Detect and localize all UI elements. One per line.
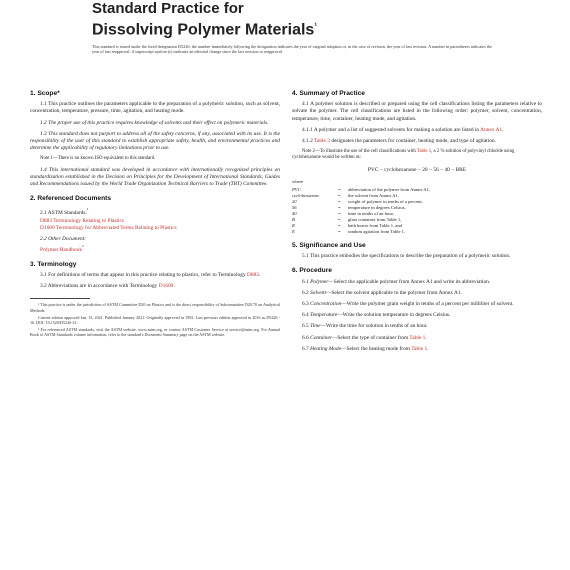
where-row xyxy=(292,229,542,235)
title-line-1: Standard Practice for xyxy=(92,0,244,17)
where-equals: = xyxy=(338,229,341,235)
where-definition: temperature in degrees Celsius, xyxy=(348,205,406,211)
section-heading-scope: 1. Scope* xyxy=(30,90,60,97)
where-symbol: E xyxy=(292,229,295,235)
p6-5-term: Time xyxy=(310,323,321,330)
where-list xyxy=(292,187,542,235)
section-heading-summary: 4. Summary of Practice xyxy=(292,90,365,97)
paragraph-1-1: 1.1 This practice outlines the parameters applicable to the preparation of a polymeric solution, such as solvent, concentration, temperature, pressure, time, agitation, and heating mode. xyxy=(30,101,280,115)
title-text: Dissolving Polymer Materials xyxy=(92,21,315,39)
paragraph-3-2-text: 3.2 Abbreviations are in accordance with Terminology xyxy=(40,283,159,290)
where-definition: abbreviation of the polymer from Annex A1, xyxy=(348,187,431,193)
p6-7-text: —Select the heating mode from xyxy=(341,345,412,352)
where-equals: = xyxy=(338,211,341,217)
document-title xyxy=(92,0,552,38)
p6-6-num: 6.6 xyxy=(302,334,311,341)
paragraph-6-3 xyxy=(292,301,542,308)
paragraph-1-4: 1.4 This international standard was developed in accordance with internationally recognized principles on standardization established in the Decision on Principles for the Development of International Standards, Guides and Recommendations issued by the World Trade Organization Technical Barriers to Trade (TBT) Committee. xyxy=(30,166,280,188)
paragraph-1-2: 1.2 The proper use of this practice requires knowledge of solvents and their effect on polymeric materials. xyxy=(40,119,269,126)
p6-2-text: —Select the solvent applicable to the polymer from Annex A1. xyxy=(325,289,462,296)
footnote-2: ² For referenced ASTM standards, visit the ASTM website, www.astm.org, or contact ASTM Customer Service at service@astm.org. For Annual Book of ASTM Standards volume information, refer to the standard's Document Summary page on the ASTM website. xyxy=(30,327,280,338)
note-2 xyxy=(292,149,542,161)
reference-d1600-code[interactable]: D1600 xyxy=(40,225,55,232)
paragraph-6-6 xyxy=(292,335,542,342)
where-definition: random agitation from Table 1. xyxy=(348,229,406,235)
title-footnote-mark: ¹ xyxy=(314,21,317,30)
footnote-divider xyxy=(30,298,90,299)
paragraph-4-1-1-text: 4.1.1 A polymer and a list of suggested solvents for making a solution are listed in xyxy=(302,126,481,133)
title-line-2 xyxy=(92,17,552,38)
paragraph-4-1-2-text: designates the parameters for container, heating mode, and type of agitation. xyxy=(329,138,496,145)
where-definition: time in tenths of an hour, xyxy=(348,211,395,217)
where-equals: = xyxy=(338,187,341,193)
footnote-1: ¹ This practice is under the jurisdiction of ASTM Committee D20 on Plastics and is the direct responsibility of Subcommittee D20.70 on Analytical Methods. xyxy=(30,302,280,313)
paragraph-4-1-2: 4.1.2 Table 3 designates the parameters for container, heating mode, and type of agitation. xyxy=(302,138,496,145)
paragraph-6-5 xyxy=(292,323,542,330)
section-heading-referenced-documents: 2. Referenced Documents xyxy=(30,195,111,203)
link-table-1-heating[interactable]: Table 1 xyxy=(411,345,428,352)
where-symbol: 20 xyxy=(292,199,297,205)
where-equals: = xyxy=(338,193,341,199)
reference-polymer-handbook-title[interactable]: Polymer Handbook xyxy=(40,247,83,254)
where-symbol: 56 xyxy=(292,205,297,211)
section-heading-terminology: 3. Terminology xyxy=(30,260,77,268)
note-2-text: Note 2—To illustrate the use of the cell classifications with xyxy=(302,149,417,155)
p6-5-text: —Write the time for solution in tenths of an hour. xyxy=(320,323,428,330)
link-table-1-note[interactable]: Table 1 xyxy=(416,149,432,155)
paragraph-3-1-text: 3.1 For definitions of terms that appear in this practice relating to plastics, refer to Terminology xyxy=(40,272,248,279)
issue-note: This standard is issued under the fixed designation D5226; the number immediately following the designation indicates the year of original adoption or, in the case of revision, the year of last revision. A number in parentheses indicates the year of last reapproval. A superscript epsilon (ε) indicates an editorial change since the last revision or reapproval. xyxy=(92,44,492,55)
reference-d1600[interactable] xyxy=(40,225,280,232)
p6-2-term: Solvent xyxy=(310,289,326,296)
footnote-mark-2: ² xyxy=(86,207,89,213)
link-d1600[interactable]: D1600 xyxy=(158,283,174,290)
footnote-1-edition: Current edition approved Jan. 15, 2021. Published January 2021. Originally approved in 1992. Last previous edition approved in 2016 as D5226 - 16. DOI: 10.1520/D5226-21. xyxy=(30,314,280,326)
paragraph-2-1-text: 2.1 ASTM Standards: xyxy=(40,210,87,217)
note-2-end: , a 2 % solution of polyvinyl chloride using cyclohexanone would be written as: xyxy=(292,149,515,161)
where-equals: = xyxy=(338,205,341,211)
p6-6-end: . xyxy=(425,334,427,341)
paragraph-6-2 xyxy=(292,290,542,297)
p6-1-text: —Select the applicable polymer from Annex A1 and write its abbreviation. xyxy=(328,278,491,285)
footnote-mark-3: ³ xyxy=(82,244,84,250)
where-symbol: 40 xyxy=(292,211,297,217)
p6-1-term: Polymer xyxy=(310,278,329,285)
p6-7-term: Heating Mode xyxy=(310,345,342,352)
where-definition: weight of polymer in tenths of a percent, xyxy=(348,199,423,205)
link-table-3[interactable]: Table 3 xyxy=(314,138,330,145)
note-1: Note 1—There is no known ISO equivalent to this standard. xyxy=(40,156,156,162)
link-d883[interactable]: D883 xyxy=(247,272,259,279)
paragraph-3-2-end: . xyxy=(173,283,175,290)
paragraph-2-1 xyxy=(30,206,280,217)
paragraph-4-1-1-end: . xyxy=(502,126,504,133)
left-column xyxy=(30,90,280,340)
paragraph-2-2: 2.2 Other Document: xyxy=(40,236,86,243)
link-table-1-container[interactable]: Table 1 xyxy=(409,334,426,341)
where-symbol: PVC xyxy=(292,187,301,193)
where-symbol: cyclohexanone xyxy=(292,193,320,199)
right-column xyxy=(292,90,542,357)
where-equals: = xyxy=(338,223,341,229)
section-heading-significance: 5. Significance and Use xyxy=(292,242,366,250)
p6-7-num: 6.7 xyxy=(302,345,311,352)
paragraph-4-1: 4.1 A polymer solution is described or prepared using the cell classifications listing the parameters relative to solvate the polymer. The cell classifications are listed in the following order: polymer, solvent, concentration, temperature, time, container, heating mode, and agitation. xyxy=(292,101,542,122)
where-definition: glass container from Table 1, xyxy=(348,217,402,223)
paragraph-6-1 xyxy=(292,279,542,286)
p6-3-text: —Write the polymer gram weight in tenths of a percent per milliliter of solvent. xyxy=(341,301,514,308)
paragraph-6-7 xyxy=(292,346,542,353)
p6-1-num: 6.1 xyxy=(302,278,311,285)
p6-4-term: Temperature xyxy=(310,312,338,319)
paragraph-4-1-1 xyxy=(292,127,542,134)
where-equals: = xyxy=(338,217,341,223)
link-annex-a1[interactable]: Annex A1 xyxy=(480,126,503,133)
p6-4-num: 6.4 xyxy=(302,312,311,319)
reference-d883-title[interactable]: Terminology Relating to Plastics xyxy=(51,218,124,225)
reference-d883-code[interactable]: D883 xyxy=(40,218,52,225)
where-label: where xyxy=(292,178,304,184)
section-heading-procedure: 6. Procedure xyxy=(292,267,332,275)
paragraph-3-1-end: . xyxy=(259,272,261,279)
paragraph-3-2 xyxy=(30,283,280,290)
p6-2-num: 6.2 xyxy=(302,289,311,296)
where-definition: bath heater from Table 1, and xyxy=(348,223,402,229)
where-equals: = xyxy=(338,199,341,205)
p6-6-term: Container xyxy=(310,334,332,341)
p6-6-text: —Select the type of container from xyxy=(331,334,410,341)
where-symbol: B xyxy=(292,217,295,223)
p6-7-end: . xyxy=(427,345,429,352)
p6-5-num: 6.5 xyxy=(302,323,311,330)
p6-3-num: 6.3 xyxy=(302,301,311,308)
reference-polymer-handbook[interactable] xyxy=(40,244,280,254)
where-symbol: R xyxy=(292,223,295,229)
paragraph-6-4 xyxy=(292,312,542,319)
paragraph-1-3: 1.3 This standard does not purport to address all of the safety concerns, if any, associated with its use. It is the responsibility of the user of this standard to establish appropriate safety, health, and environmental practices and determine the applicability of regulatory limitations prior to use. xyxy=(30,130,280,152)
reference-d1600-title[interactable]: Terminology for Abbreviated Terms Relating to Plastics xyxy=(54,225,177,232)
p6-4-text: —Write the solution temperature in degrees Celsius. xyxy=(337,312,451,319)
paragraph-5-1: 5.1 This practice embodies the specifications to describe the preparation of a polymeric solution. xyxy=(302,253,511,260)
paragraph-3-1 xyxy=(30,272,280,279)
p6-3-term: Concentration xyxy=(310,301,342,308)
where-definition: the solvent from Annex A1, xyxy=(348,193,399,199)
cell-classification-formula: PVC − cyclohexanone − 20 − 56 − 40 − BRE xyxy=(367,166,467,173)
